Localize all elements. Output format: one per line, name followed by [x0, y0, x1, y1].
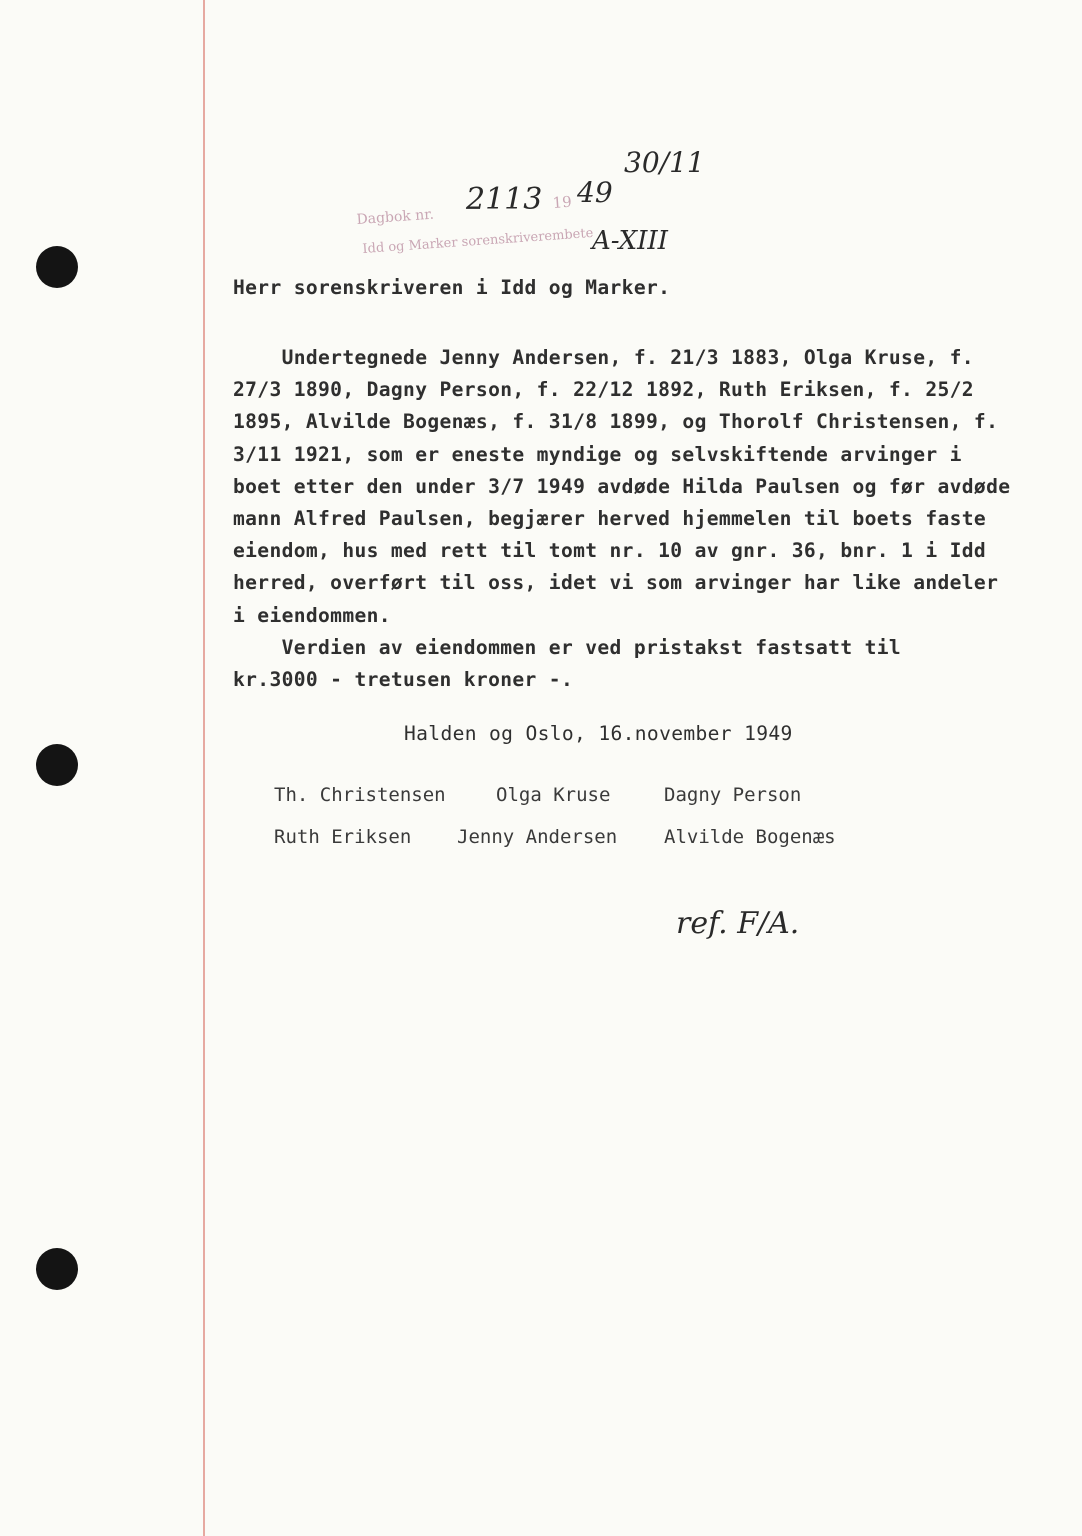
body-line: 1895, Alvilde Bogenæs, f. 31/8 1899, og Thorolf Christensen, f. [233, 410, 999, 434]
stamp-date: 30/11 [624, 146, 705, 179]
body-line: herred, overført til oss, idet vi som arvinger har like andeler [233, 571, 999, 595]
place-date: Halden og Oslo, 16.november 1949 [404, 722, 793, 745]
register-mark: A-XIII [592, 226, 668, 256]
journal-stamp-line2: Idd og Marker sorenskriverembete [362, 225, 594, 257]
body-line: mann Alfred Paulsen, begjærer herved hjemmelen til boets faste [233, 507, 987, 530]
body-line: Verdien av eiendommen er ved pristakst fastsatt til [233, 635, 902, 659]
signature-alvilde-bogenaes: Alvilde Bogenæs [664, 826, 836, 848]
journal-stamp-line1 [356, 207, 434, 228]
punch-hole-middle [36, 744, 78, 786]
signature-olga-kruse: Olga Kruse [496, 784, 611, 806]
journal-number: 2113 [466, 182, 543, 217]
signature-dagny-person: Dagny Person [664, 784, 802, 806]
stamp-year-suffix: 49 [577, 176, 613, 209]
body-line: 27/3 1890, Dagny Person, f. 22/12 1892, Ruth Eriksen, f. 25/2 [233, 378, 974, 402]
signature-ruth-eriksen: Ruth Eriksen [274, 826, 412, 848]
body-line: eiendom, hus med rett til tomt nr. 10 av gnr. 36, bnr. 1 i Idd [233, 539, 987, 563]
stamp-prefix: Dagbok nr. [356, 206, 435, 228]
punch-hole-top [36, 246, 78, 288]
handwritten-reference: ref. F/A. [676, 906, 800, 941]
punch-hole-bottom [36, 1248, 78, 1290]
signature-th-christensen: Th. Christensen [274, 784, 446, 806]
signature-jenny-andersen: Jenny Andersen [457, 826, 618, 848]
stamp-year-prefix: 19 [552, 192, 573, 212]
body-line: kr.3000 - tretusen kroner -. [233, 668, 574, 691]
body-line: Undertegnede Jenny Andersen, f. 21/3 1883, Olga Kruse, f. [233, 346, 974, 369]
body-line: i eiendommen. [233, 603, 391, 627]
margin-rule [203, 0, 205, 1536]
body-line: 3/11 1921, som er eneste myndige og selvskiftende arvinger i [233, 442, 962, 466]
salutation: Herr sorenskriveren i Idd og Marker. [233, 276, 671, 299]
body-line: boet etter den under 3/7 1949 avdøde Hilda Paulsen og før avdøde [233, 474, 1011, 498]
